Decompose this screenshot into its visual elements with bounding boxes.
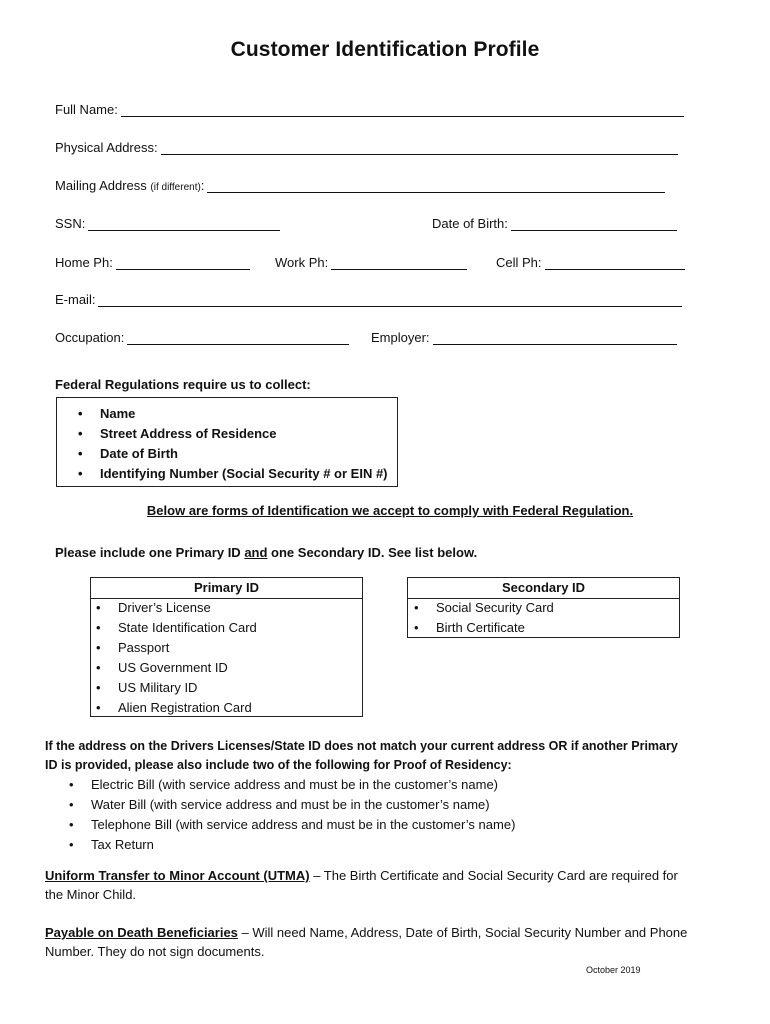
occupation-field[interactable] [127, 331, 349, 345]
include-instruction [55, 545, 477, 560]
cell-ph-label: Cell Ph: [496, 255, 542, 270]
federal-item: Identifying Number (Social Security # or EIN #) [100, 466, 388, 481]
secondary-id-title: Secondary ID [408, 578, 679, 599]
mailing-address-row [55, 178, 665, 193]
occupation-row [55, 330, 349, 345]
list-item [96, 618, 257, 638]
dob-row [432, 216, 677, 231]
bullet-icon: • [96, 620, 101, 635]
primary-id-table [90, 577, 363, 717]
bullet-icon: • [96, 680, 101, 695]
primary-item: State Identification Card [118, 620, 257, 635]
ssn-field[interactable] [88, 217, 280, 231]
residency-item: Electric Bill (with service address and must be in the customer’s name) [91, 777, 499, 792]
email-label: E-mail: [55, 292, 96, 307]
pod-line1: – Will need Name, Address, Date of Birth, Social Security Number and Phone [237, 925, 688, 940]
bullet-icon: • [96, 700, 101, 715]
list-item [69, 795, 515, 815]
dob-label: Date of Birth: [432, 216, 508, 231]
residency-list [69, 775, 516, 855]
list-item [96, 638, 257, 658]
primary-id-list [96, 598, 257, 718]
primary-item: US Military ID [118, 680, 198, 695]
bullet-icon: • [78, 466, 83, 481]
full-name-label: Full Name: [55, 102, 118, 117]
include-and: and [244, 545, 268, 560]
work-ph-field[interactable] [331, 256, 467, 270]
list-item [69, 815, 516, 835]
physical-address-label: Physical Address: [55, 140, 158, 155]
list-item [78, 424, 388, 444]
bullet-icon: • [78, 426, 83, 441]
primary-item: Alien Registration Card [118, 700, 252, 715]
utma-title: Uniform Transfer to Minor Account (UTMA) [45, 868, 310, 883]
bullet-icon: • [96, 600, 101, 615]
bullet-icon: • [69, 777, 74, 792]
residency-line1: If the address on the Drivers Licenses/State ID does not match your current address OR if another Primary [45, 739, 678, 753]
bullet-icon: • [69, 817, 74, 832]
footer-date: October 2019 [586, 965, 641, 975]
pod-title: Payable on Death Beneficiaries [45, 925, 238, 940]
cell-ph-field[interactable] [545, 256, 685, 270]
primary-item: Driver’s License [118, 600, 211, 615]
list-item [414, 598, 554, 618]
full-name-row [55, 102, 684, 117]
employer-label: Employer: [371, 330, 430, 345]
primary-item: Passport [118, 640, 170, 655]
list-item [78, 404, 388, 424]
ssn-label: SSN: [55, 216, 86, 231]
physical-address-row [55, 140, 678, 155]
primary-item: US Government ID [118, 660, 228, 675]
list-item [78, 444, 388, 464]
list-item [96, 678, 257, 698]
work-ph-row [275, 255, 467, 270]
email-row [55, 292, 682, 307]
mailing-note: (if different) [150, 182, 201, 193]
list-item [96, 658, 257, 678]
federal-box [56, 397, 398, 487]
list-item [414, 618, 554, 638]
utma-paragraph [45, 866, 678, 904]
include-pre: Please include one Primary ID [55, 545, 245, 560]
secondary-item: Social Security Card [436, 600, 554, 615]
full-name-field[interactable] [121, 103, 684, 117]
federal-list [78, 404, 388, 484]
secondary-item: Birth Certificate [436, 620, 525, 635]
residency-item: Tax Return [91, 837, 154, 852]
secondary-id-table [407, 577, 680, 638]
utma-line1: – The Birth Certificate and Social Security Card are required for [309, 868, 678, 883]
occupation-label: Occupation: [55, 330, 125, 345]
list-item [69, 775, 515, 795]
federal-heading: Federal Regulations require us to collect: [55, 377, 311, 392]
bullet-icon: • [69, 837, 74, 852]
employer-field[interactable] [433, 331, 677, 345]
home-ph-field[interactable] [116, 256, 250, 270]
residency-line2: ID is provided, please also include two of the following for Proof of Residency: [45, 758, 512, 772]
bullet-icon: • [69, 797, 74, 812]
include-post: one Secondary ID. See list below. [267, 545, 478, 560]
list-item [96, 698, 257, 718]
mailing-address-label [55, 178, 204, 193]
bullet-icon: • [78, 406, 83, 421]
bullet-icon: • [414, 600, 419, 615]
bullet-icon: • [414, 620, 419, 635]
pod-paragraph [45, 923, 687, 961]
residency-instruction [45, 737, 678, 775]
bullet-icon: • [96, 640, 101, 655]
list-item [78, 464, 388, 484]
utma-line2: the Minor Child. [45, 887, 137, 902]
mailing-address-text: Mailing Address [55, 178, 147, 193]
list-item [69, 835, 515, 855]
physical-address-field[interactable] [161, 141, 678, 155]
pod-line2: Number. They do not sign documents. [45, 944, 265, 959]
page-title: Customer Identification Profile [230, 38, 540, 61]
bullet-icon: • [96, 660, 101, 675]
primary-id-title: Primary ID [91, 578, 362, 599]
mailing-colon: : [200, 178, 205, 193]
home-ph-row [55, 255, 250, 270]
list-item [96, 598, 257, 618]
dob-field[interactable] [511, 217, 677, 231]
email-field[interactable] [98, 293, 682, 307]
accepted-id-heading: Below are forms of Identification we accept to comply with Federal Regulation. [146, 503, 634, 518]
mailing-address-field[interactable] [207, 179, 665, 193]
ssn-row [55, 216, 280, 231]
federal-item: Date of Birth [100, 446, 178, 461]
bullet-icon: • [78, 446, 83, 461]
residency-item: Water Bill (with service address and must be in the customer’s name) [91, 797, 490, 812]
home-ph-label: Home Ph: [55, 255, 113, 270]
federal-item: Street Address of Residence [100, 426, 277, 441]
secondary-id-list [414, 598, 554, 638]
federal-item: Name [100, 406, 136, 421]
work-ph-label: Work Ph: [275, 255, 329, 270]
residency-item: Telephone Bill (with service address and must be in the customer’s name) [91, 817, 516, 832]
cell-ph-row [496, 255, 685, 270]
employer-row [371, 330, 677, 345]
